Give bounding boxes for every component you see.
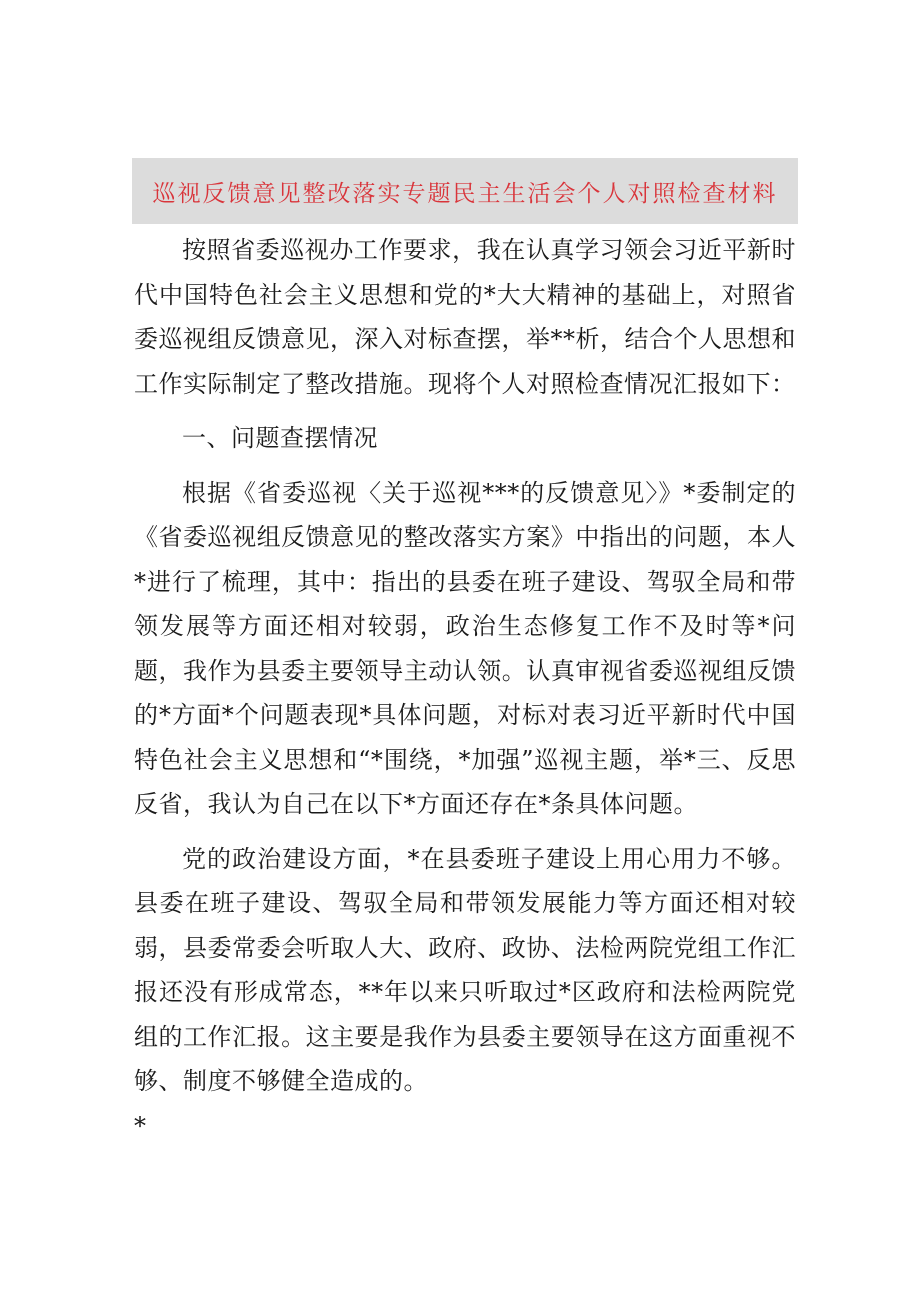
document-body (134, 228, 796, 1148)
body-paragraph-2: 党的政治建设方面，*在县委班子建设上用心用力不够。县委在班子建设、驾驭全局和带领发展能力等方面还相对较弱，县委常委会听取人大、政府、政协、法检两院党组工作汇报还没有形成常态，**年以来只听取过*区政府和法检两院党组的工作汇报。这主要是我作为县委主要领导在这方面重视不够、制度不够健全造成的。 (134, 844, 796, 1095)
trailing-mark: * (134, 1111, 146, 1140)
body-paragraph-1: 根据《省委巡视〈关于巡视***的反馈意见〉》*委制定的《省委巡视组反馈意见的整改落实方案》中指出的问题，本人*进行了梳理，其中：指出的县委在班子建设、驾驭全局和带领发展等方面还相对较弱，政治生态修复工作不及时等*问题，我作为县委主要领导主动认领。认真审视省委巡视组反馈的*方面*个问题表现*具体问题，对标对表习近平新时代中国特色社会主义思想和“*围绕，*加强”巡视主题，举*三、反思反省，我认为自己在以下*方面还存在*条具体问题。 (134, 478, 796, 818)
intro-paragraph: 按照省委巡视办工作要求，我在认真学习领会习近平新时代中国特色社会主义思想和党的*大大精神的基础上，对照省委巡视组反馈意见，深入对标查摆，举**析，结合个人思想和工作实际制定了整改措施。现将个人对照检查情况汇报如下： (134, 236, 796, 398)
document-title: 巡视反馈意见整改落实专题民主生活会个人对照检查材料 (152, 180, 778, 207)
section-heading: 一、问题查摆情况 (182, 424, 378, 452)
title-banner (132, 158, 798, 224)
